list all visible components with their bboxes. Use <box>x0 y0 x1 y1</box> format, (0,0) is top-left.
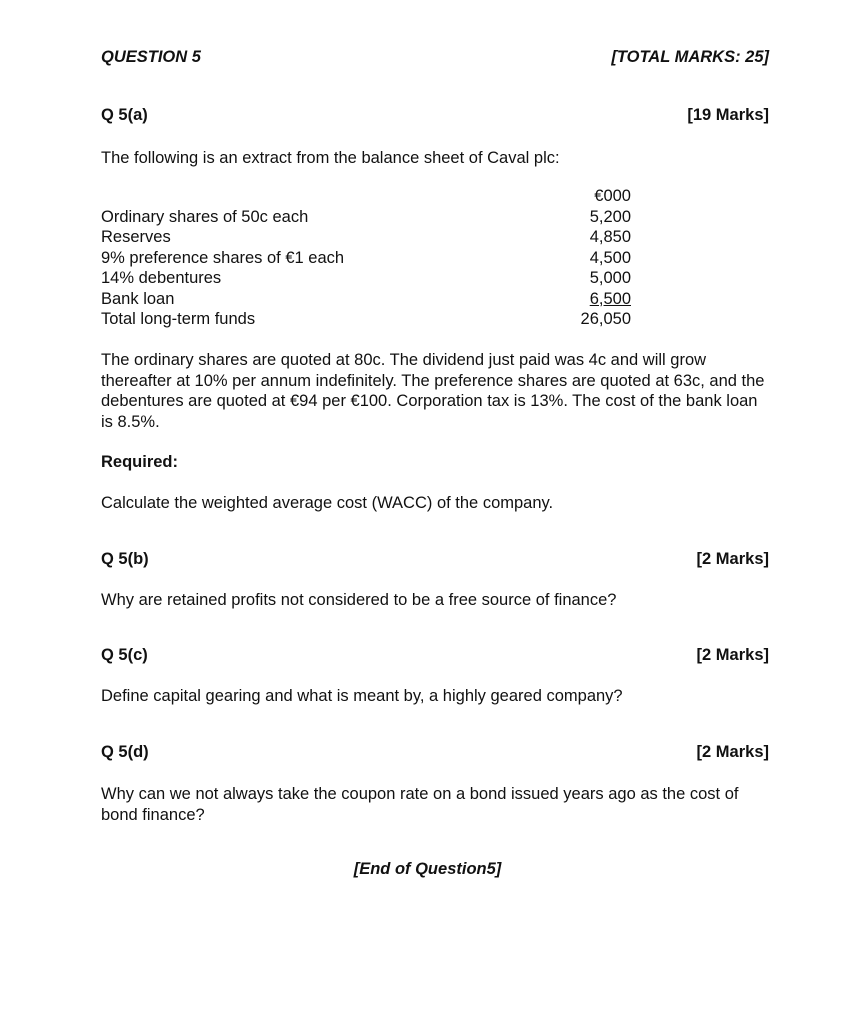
table-header-row <box>101 186 631 207</box>
part-a-paragraph: The ordinary shares are quoted at 80c. The dividend just paid was 4c and will grow thereafter at 10% per annum indefinitely. The preference shares are quoted at 63c, and the debentures are quoted at €94 per €100. Corporation tax is 13%. The cost of the bank loan is 8.5%. <box>101 351 765 431</box>
required-text: Calculate the weighted average cost (WACC) of the company. <box>101 494 554 512</box>
row-value: 5,200 <box>589 207 631 226</box>
part-d-text: Why can we not always take the coupon rate on a bond issued years ago as the cost of bond finance? <box>101 785 739 824</box>
part-b-marks: [2 Marks] <box>696 550 769 568</box>
table-row <box>101 289 631 310</box>
part-b-text: Why are retained profits not considered to be a free source of finance? <box>101 591 617 609</box>
row-value: 4,850 <box>589 228 631 246</box>
part-c-text: Define capital gearing and what is meant by, a highly geared company? <box>101 687 623 705</box>
row-label: Reserves <box>101 228 171 246</box>
part-a-marks: [19 Marks] <box>687 106 769 124</box>
row-value: 4,500 <box>589 248 631 267</box>
part-d-marks: [2 Marks] <box>696 743 769 761</box>
table-row <box>101 227 631 248</box>
balance-sheet-table <box>101 186 631 330</box>
row-value-underlined: 6,500 <box>589 289 631 308</box>
row-value <box>551 289 631 310</box>
row-value: 5,000 <box>589 269 631 287</box>
part-d-label: Q 5(d) <box>101 743 149 761</box>
table-row <box>101 309 631 330</box>
row-label: Bank loan <box>101 289 175 308</box>
row-label: Total long-term funds <box>101 310 256 328</box>
question-title: QUESTION 5 <box>101 48 201 66</box>
table-row <box>101 207 631 228</box>
unit-header: €000 <box>594 187 631 205</box>
part-a-intro: The following is an extract from the balance sheet of Caval plc: <box>101 149 560 167</box>
row-label: 14% debentures <box>101 269 222 287</box>
row-label: Ordinary shares of 50c each <box>101 207 309 226</box>
part-c-label: Q 5(c) <box>101 646 148 664</box>
total-marks: [TOTAL MARKS: 25] <box>611 48 769 66</box>
part-a-label: Q 5(a) <box>101 106 148 124</box>
table-row <box>101 248 631 269</box>
row-label: 9% preference shares of €1 each <box>101 248 345 267</box>
part-b-label: Q 5(b) <box>101 550 149 568</box>
end-of-question: [End of Question5] <box>353 860 502 878</box>
row-value: 26,050 <box>580 310 631 328</box>
part-c-marks: [2 Marks] <box>696 646 769 664</box>
required-label: Required: <box>101 453 179 471</box>
table-row <box>101 268 631 289</box>
